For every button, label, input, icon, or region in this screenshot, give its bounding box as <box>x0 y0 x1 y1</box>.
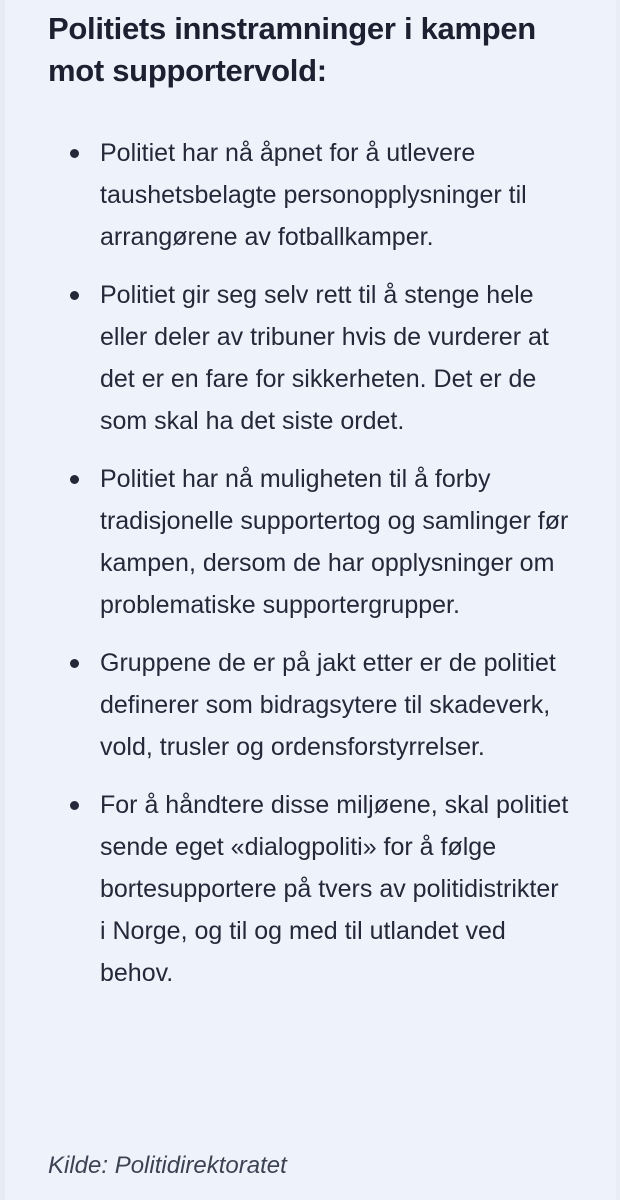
list-item-text: Politiet har nå muligheten til å forby tradisjonelle supportertog og samlinger før kampen, dersom de har opplysninger om problematiske supportergrupper. <box>100 465 569 619</box>
list-item <box>48 784 570 994</box>
list-item-text: Politiet har nå åpnet for å utlevere taushetsbelagte personopplysninger til arrangørene av fotballkamper. <box>100 139 527 251</box>
bullet-icon <box>70 291 79 300</box>
bullet-icon <box>70 475 79 484</box>
list-item-text: For å håndtere disse miljøene, skal politiet sende eget «dialogpoliti» for å følge bortesupportere på tvers av politidistrikter i Norge, og til og med til utlandet ved behov. <box>100 791 569 987</box>
fact-box-heading: Politiets innstramninger i kampen mot supportervold: <box>48 11 536 88</box>
list-item <box>48 642 570 768</box>
bullet-icon <box>70 149 79 158</box>
bullet-list <box>48 132 580 994</box>
right-edge-divider <box>616 0 620 1200</box>
source-credit: Kilde: Politidirektoratet <box>48 1152 287 1179</box>
bullet-icon <box>70 801 79 810</box>
bullet-icon <box>70 659 79 668</box>
list-item <box>48 458 570 626</box>
list-item-text: Politiet gir seg selv rett til å stenge hele eller deler av tribuner hvis de vurderer at det er en fare for sikkerheten. Det er de som skal ha det siste ordet. <box>100 281 549 435</box>
list-item <box>48 274 570 442</box>
list-item-text: Gruppene de er på jakt etter er de politiet definerer som bidragsytere til skadeverk, vold, trusler og ordensforstyrrelser. <box>100 649 556 761</box>
list-item <box>48 132 570 258</box>
left-edge-divider <box>0 0 5 1200</box>
